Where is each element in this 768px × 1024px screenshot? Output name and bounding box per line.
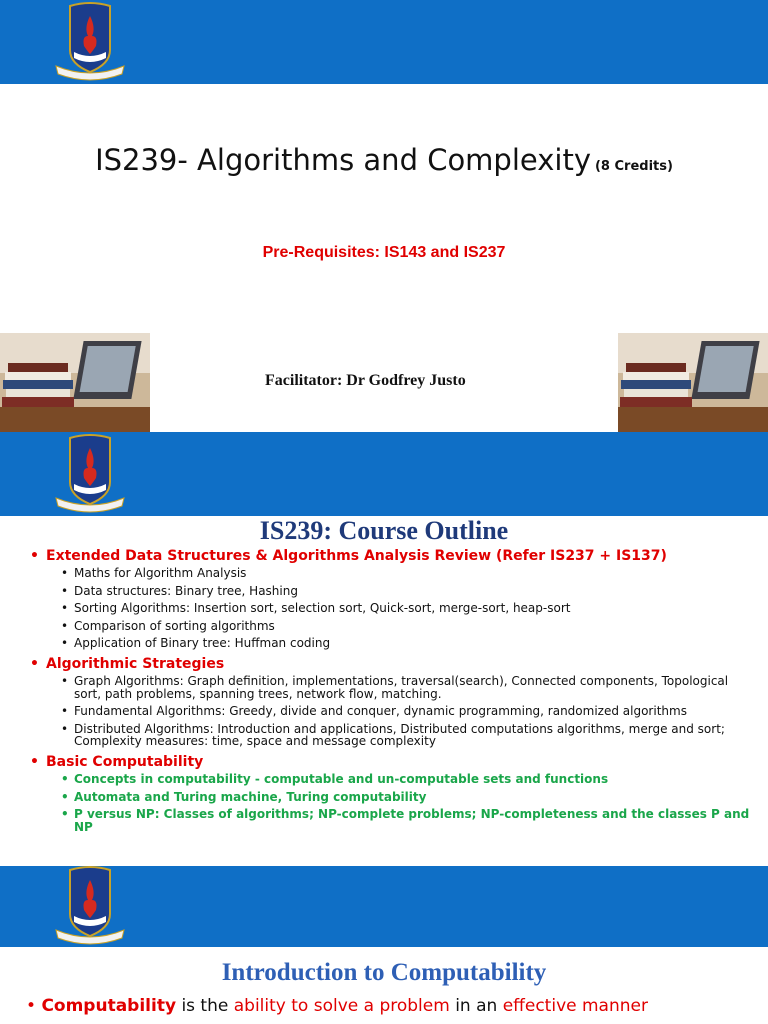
list-item: • Comparison of sorting algorithms bbox=[74, 620, 750, 633]
list-item: • P versus NP: Classes of algorithms; NP-complete problems; NP-completeness and the classes P and NP bbox=[74, 808, 750, 833]
definition-highlight: ability to solve a problem bbox=[233, 996, 450, 1016]
list-item: • Data structures: Binary tree, Hashing bbox=[74, 585, 750, 598]
list-item: • Maths for Algorithm Analysis bbox=[74, 567, 750, 580]
prerequisites: Pre-Requisites: IS143 and IS237 bbox=[262, 244, 506, 261]
course-credits: (8 Credits) bbox=[594, 159, 673, 174]
slide-title bbox=[0, 0, 768, 432]
slide-course-outline bbox=[0, 432, 768, 862]
list-item: • Distributed Algorithms: Introduction and applications, Distributed computations algorithms, merge and sort; Complexity measures: time, space and message complexity bbox=[74, 723, 750, 748]
university-crest-logo bbox=[48, 866, 132, 946]
section-items bbox=[30, 675, 750, 748]
list-item: • Sorting Algorithms: Insertion sort, selection sort, Quick-sort, merge-sort, heap-sort bbox=[74, 602, 750, 615]
list-item: • Fundamental Algorithms: Greedy, divide and conquer, dynamic programming, randomized algorithms bbox=[74, 705, 750, 718]
term-computability: Computability bbox=[41, 996, 177, 1016]
list-item: • Concepts in computability - computable and un-computable sets and functions bbox=[74, 773, 750, 786]
course-title bbox=[0, 143, 768, 177]
definition-text: is the bbox=[176, 996, 234, 1016]
crest-icon bbox=[48, 866, 132, 946]
computability-title: Introduction to Computability bbox=[221, 959, 547, 986]
list-item: • Application of Binary tree: Huffman coding bbox=[74, 637, 750, 650]
outline-title: IS239: Course Outline bbox=[259, 516, 509, 545]
section-items bbox=[30, 773, 750, 833]
course-outline bbox=[30, 544, 750, 838]
list-item: • Automata and Turing machine, Turing computability bbox=[74, 791, 750, 804]
books-laptop-image-right bbox=[618, 333, 768, 432]
section-heading: • Basic Computability bbox=[30, 753, 750, 772]
computability-definition bbox=[26, 996, 756, 1016]
course-title-text: IS239- Algorithms and Complexity bbox=[95, 143, 591, 177]
university-crest-logo bbox=[48, 2, 132, 82]
section-items bbox=[30, 567, 750, 650]
slide-computability bbox=[0, 866, 768, 1024]
crest-icon bbox=[48, 2, 132, 82]
bullet-icon: • bbox=[26, 996, 37, 1016]
facilitator: Facilitator: Dr Godfrey Justo bbox=[265, 372, 466, 389]
list-item: • Graph Algorithms: Graph definition, implementations, traversal(search), Connected components, Topological sort, path problems, spanning trees, network flow, matching. bbox=[74, 675, 750, 700]
definition-text: in an bbox=[449, 996, 503, 1016]
definition-highlight: effective manner bbox=[502, 996, 648, 1016]
section-heading: • Algorithmic Strategies bbox=[30, 655, 750, 674]
section-heading: • Extended Data Structures & Algorithms Analysis Review (Refer IS237 + IS137) bbox=[30, 547, 750, 566]
books-laptop-image-left bbox=[0, 333, 150, 432]
university-crest-logo bbox=[48, 434, 132, 514]
crest-icon bbox=[48, 434, 132, 514]
